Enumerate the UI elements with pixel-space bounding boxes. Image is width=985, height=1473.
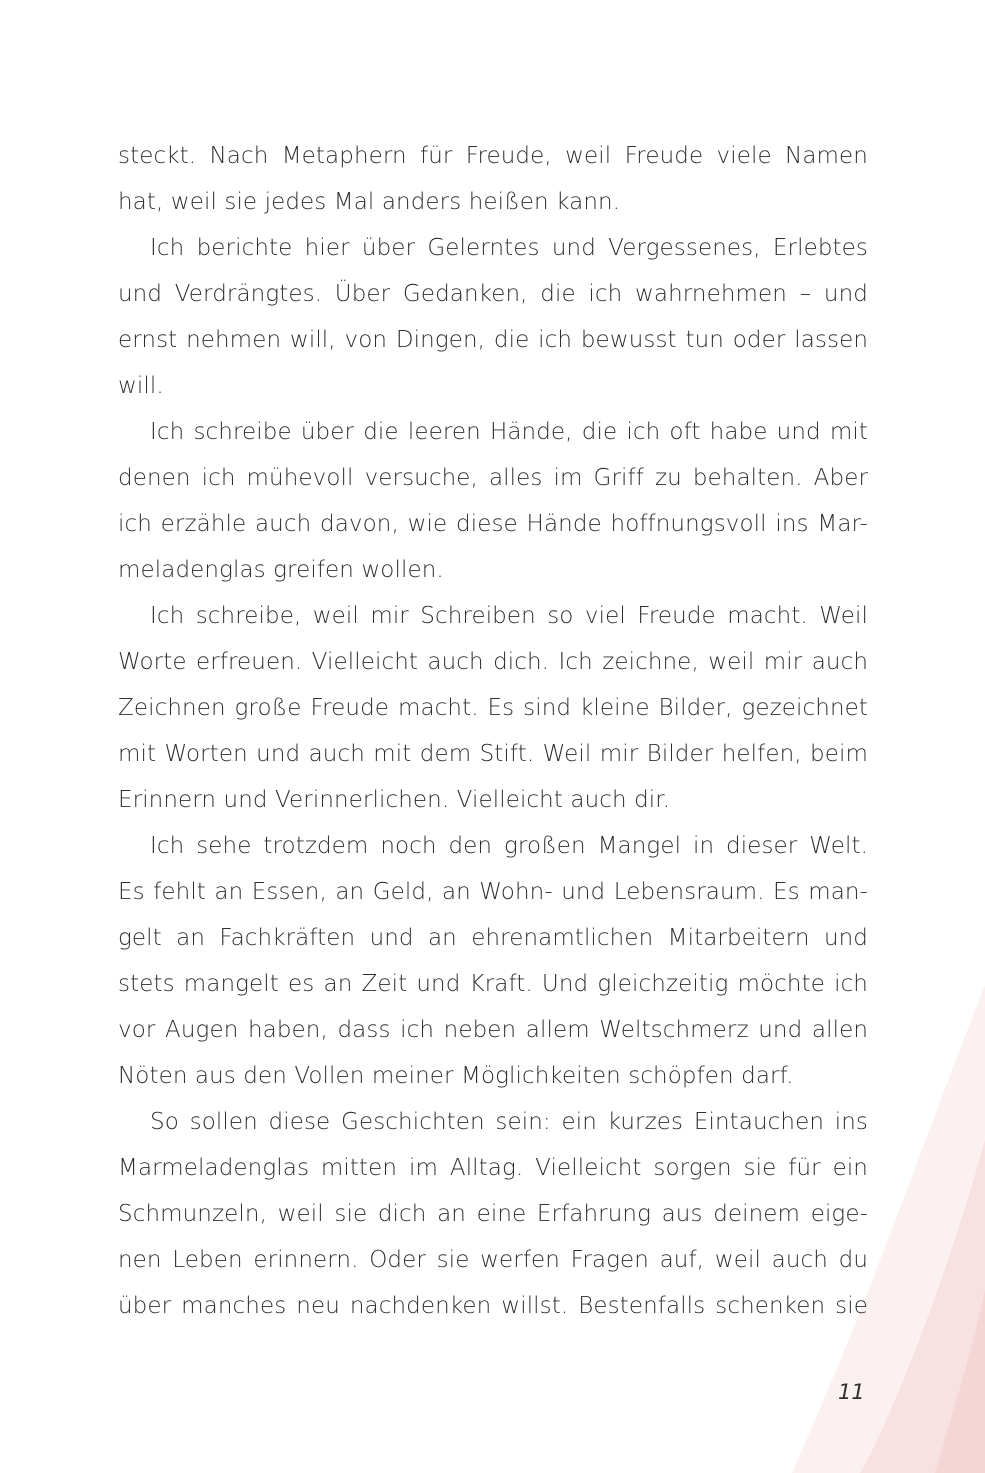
text-line: Schmunzeln, weil sie dich an eine Erfahrung aus deinem eige- bbox=[118, 1201, 868, 1227]
text-line: gelt an Fachkräften und an ehrenamtlichen Mitarbeitern und bbox=[118, 925, 868, 951]
text-line: So sollen diese Geschichten sein: ein kurzes Eintauchen ins bbox=[150, 1109, 868, 1135]
body-text bbox=[118, 133, 868, 1329]
text-line: Nöten aus den Vollen meiner Möglichkeiten schöpfen darf. bbox=[118, 1063, 794, 1089]
text-line: Worte erfreuen. Vielleicht auch dich. Ich zeichne, weil mir auch bbox=[118, 649, 868, 675]
text-line: Erinnern und Verinnerlichen. Vielleicht auch dir. bbox=[118, 787, 671, 813]
text-line: Es fehlt an Essen, an Geld, an Wohn- und Lebensraum. Es man- bbox=[118, 879, 868, 905]
text-line: Zeichnen große Freude macht. Es sind kleine Bilder, gezeichnet bbox=[118, 695, 868, 721]
text-line: steckt. Nach Metaphern für Freude, weil Freude viele Namen bbox=[118, 143, 868, 169]
text-line: denen ich mühevoll versuche, alles im Griff zu behalten. Aber bbox=[118, 465, 868, 491]
text-line: Ich schreibe über die leeren Hände, die ich oft habe und mit bbox=[150, 419, 868, 445]
text-line: und Verdrängtes. Über Gedanken, die ich wahrnehmen – und bbox=[118, 281, 868, 307]
text-line: ich erzähle auch davon, wie diese Hände hoffnungsvoll ins Mar- bbox=[118, 511, 868, 537]
text-line: stets mangelt es an Zeit und Kraft. Und gleichzeitig möchte ich bbox=[118, 971, 868, 997]
text-line: Ich sehe trotzdem noch den großen Mangel in dieser Welt. bbox=[150, 833, 868, 859]
text-line: ernst nehmen will, von Dingen, die ich bewusst tun oder lassen bbox=[118, 327, 868, 353]
text-line: nen Leben erinnern. Oder sie werfen Fragen auf, weil auch du bbox=[118, 1247, 868, 1273]
text-line: Marmeladenglas mitten im Alltag. Vielleicht sorgen sie für ein bbox=[118, 1155, 868, 1181]
page-number: 11 bbox=[838, 1380, 865, 1404]
text-line: meladenglas greifen wollen. bbox=[118, 557, 444, 583]
text-line: hat, weil sie jedes Mal anders heißen kann. bbox=[118, 189, 621, 215]
text-line: vor Augen haben, dass ich neben allem Weltschmerz und allen bbox=[118, 1017, 868, 1043]
text-line: über manches neu nachdenken willst. Bestenfalls schenken sie bbox=[118, 1293, 868, 1319]
text-line: will. bbox=[118, 373, 164, 399]
text-line: Ich schreibe, weil mir Schreiben so viel Freude macht. Weil bbox=[150, 603, 868, 629]
text-line: mit Worten und auch mit dem Stift. Weil mir Bilder helfen, beim bbox=[118, 741, 868, 767]
text-line: Ich berichte hier über Gelerntes und Vergessenes, Erlebtes bbox=[150, 235, 868, 261]
